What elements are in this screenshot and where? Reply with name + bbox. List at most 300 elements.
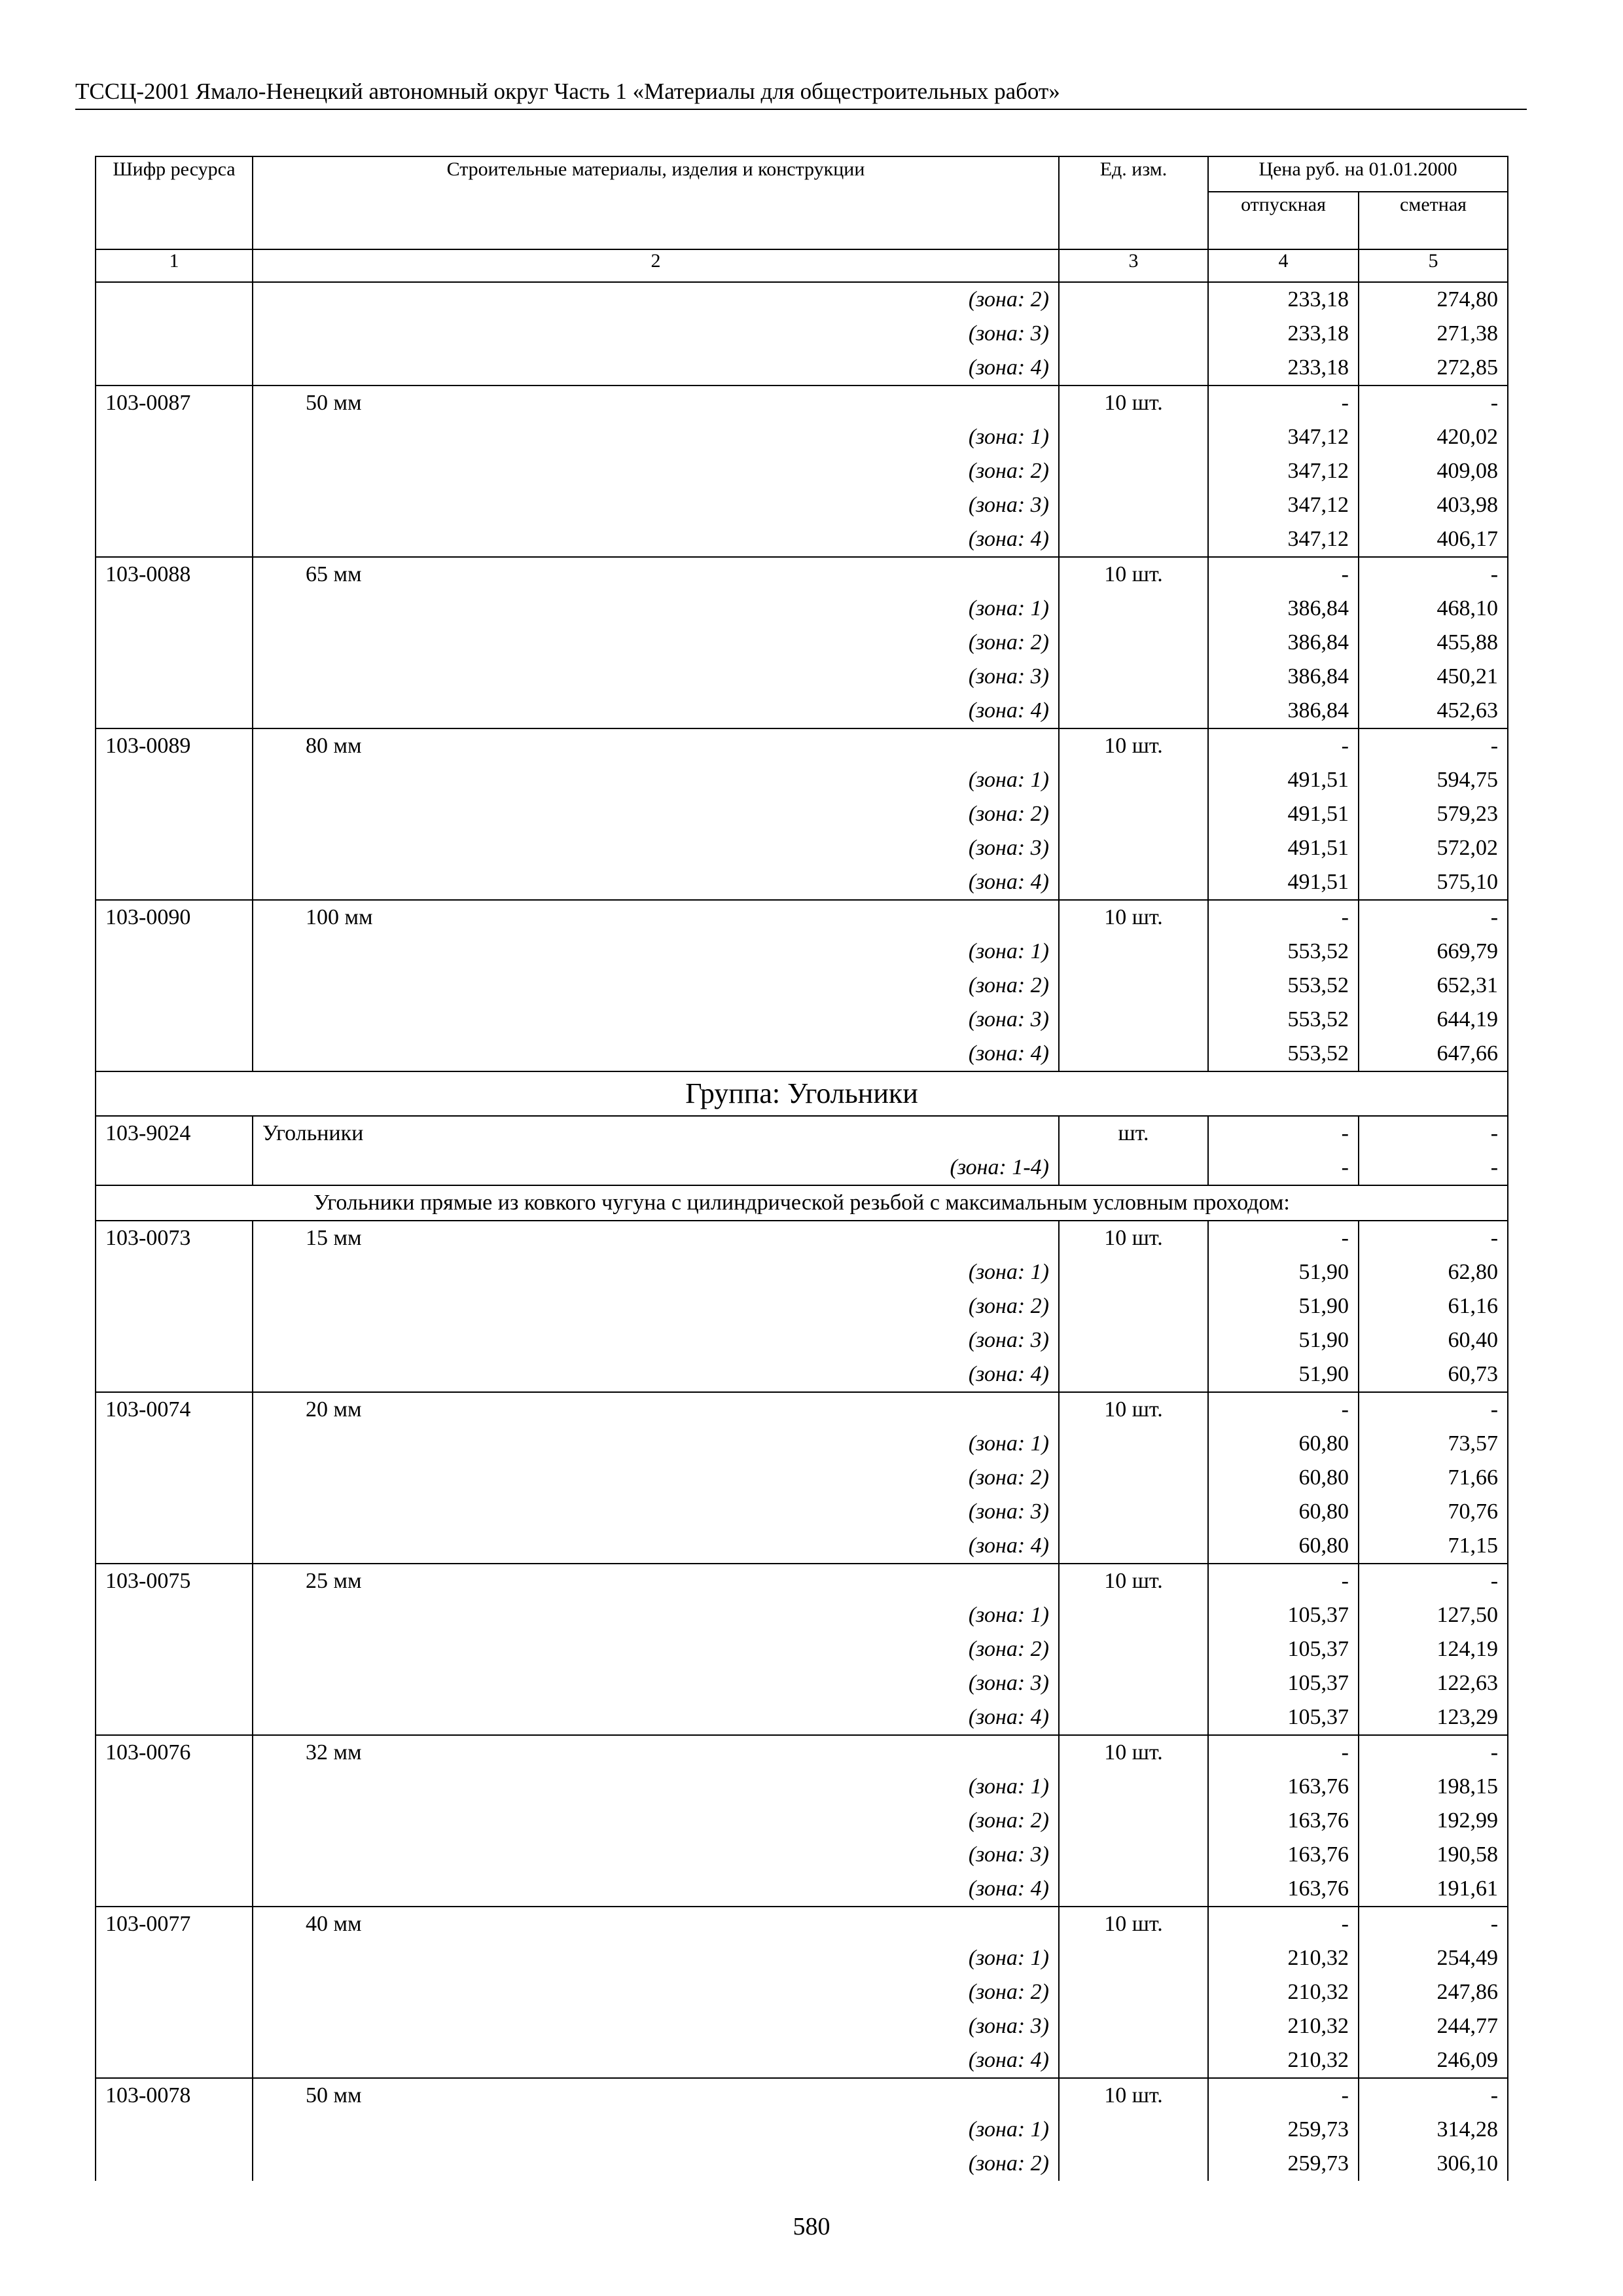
group-title: Группа: Угольники xyxy=(96,1071,1508,1116)
group-row xyxy=(96,1071,1508,1116)
estimate-price-cell: - xyxy=(1359,557,1508,592)
name-cell: 40 мм xyxy=(253,1907,1059,1941)
estimate-price-cell: 406,17 xyxy=(1359,522,1508,557)
zone-cell: (зона: 4) xyxy=(253,1037,1059,1071)
code-cell xyxy=(96,592,253,626)
estimate-price-cell: 192,99 xyxy=(1359,1804,1508,1838)
table-row xyxy=(96,2043,1508,2078)
unit-cell xyxy=(1059,454,1208,488)
table-row xyxy=(96,728,1508,763)
estimate-price-cell: 246,09 xyxy=(1359,2043,1508,2078)
table-row xyxy=(96,282,1508,317)
table-row xyxy=(96,865,1508,900)
table-body-section-b xyxy=(96,1221,1508,2181)
release-price-cell: 51,90 xyxy=(1208,1255,1359,1289)
release-price-cell: 60,80 xyxy=(1208,1495,1359,1529)
release-price-cell: - xyxy=(1208,1116,1359,1151)
code-cell xyxy=(96,1255,253,1289)
code-cell: 103-0090 xyxy=(96,900,253,935)
unit-cell xyxy=(1059,1037,1208,1071)
zone-cell: (зона: 2) xyxy=(253,1461,1059,1495)
unit-cell xyxy=(1059,1666,1208,1700)
price-table xyxy=(95,156,1508,2181)
estimate-price-cell: 190,58 xyxy=(1359,1838,1508,1872)
zone-cell: (зона: 2) xyxy=(253,797,1059,831)
unit-cell: 10 шт. xyxy=(1059,728,1208,763)
unit-cell xyxy=(1059,522,1208,557)
column-number: 1 xyxy=(96,249,253,282)
estimate-price-cell: 450,21 xyxy=(1359,660,1508,694)
zone-cell: (зона: 1) xyxy=(253,1427,1059,1461)
unit-cell: 10 шт. xyxy=(1059,1735,1208,1770)
code-cell xyxy=(96,1770,253,1804)
unit-cell xyxy=(1059,1838,1208,1872)
code-cell xyxy=(96,2043,253,2078)
estimate-price-cell: - xyxy=(1359,1116,1508,1151)
unit-cell: 10 шт. xyxy=(1059,1221,1208,1255)
unit-cell xyxy=(1059,1632,1208,1666)
release-price-cell: 163,76 xyxy=(1208,1872,1359,1907)
zone-cell: (зона: 3) xyxy=(253,2009,1059,2043)
unit-cell xyxy=(1059,1529,1208,1564)
unit-cell: 10 шт. xyxy=(1059,1564,1208,1598)
code-cell xyxy=(96,1323,253,1357)
unit-cell: 10 шт. xyxy=(1059,1907,1208,1941)
table-row xyxy=(96,1255,1508,1289)
release-price-cell: - xyxy=(1208,1735,1359,1770)
release-price-cell: 163,76 xyxy=(1208,1838,1359,1872)
unit-cell: 10 шт. xyxy=(1059,557,1208,592)
zone-cell: (зона: 1) xyxy=(253,592,1059,626)
column-number: 5 xyxy=(1359,249,1508,282)
table-row xyxy=(96,1461,1508,1495)
unit-cell xyxy=(1059,797,1208,831)
table-row xyxy=(96,763,1508,797)
estimate-price-cell: 122,63 xyxy=(1359,1666,1508,1700)
name-cell: 50 мм xyxy=(253,2078,1059,2113)
page-number: 580 xyxy=(793,2213,830,2240)
estimate-price-cell: 70,76 xyxy=(1359,1495,1508,1529)
table-row xyxy=(96,1323,1508,1357)
estimate-price-cell: 124,19 xyxy=(1359,1632,1508,1666)
code-cell xyxy=(96,797,253,831)
table-row xyxy=(96,660,1508,694)
estimate-price-cell: 198,15 xyxy=(1359,1770,1508,1804)
unit-cell xyxy=(1059,763,1208,797)
code-cell xyxy=(96,282,253,317)
unit-column-header: Ед. изм. xyxy=(1059,156,1208,249)
unit-cell xyxy=(1059,935,1208,969)
code-cell xyxy=(96,1151,253,1185)
table-row xyxy=(96,831,1508,865)
code-cell: 103-0077 xyxy=(96,1907,253,1941)
release-price-cell: 163,76 xyxy=(1208,1804,1359,1838)
unit-cell xyxy=(1059,660,1208,694)
zone-cell: (зона: 1) xyxy=(253,1770,1059,1804)
release-price-cell: 51,90 xyxy=(1208,1289,1359,1323)
code-cell: 103-0074 xyxy=(96,1392,253,1427)
zone-cell: (зона: 3) xyxy=(253,831,1059,865)
unit-cell xyxy=(1059,282,1208,317)
unit-cell xyxy=(1059,1975,1208,2009)
zone-cell: (зона: 3) xyxy=(253,317,1059,351)
release-price-cell: 233,18 xyxy=(1208,282,1359,317)
release-price-cell: - xyxy=(1208,1221,1359,1255)
zone-cell: (зона: 2) xyxy=(253,1975,1059,2009)
section-note: Угольники прямые из ковкого чугуна с цилиндрической резьбой с максимальным условным проходом: xyxy=(96,1185,1508,1221)
estimate-price-cell: 73,57 xyxy=(1359,1427,1508,1461)
code-cell: 103-0088 xyxy=(96,557,253,592)
release-price-cell: 553,52 xyxy=(1208,1003,1359,1037)
code-cell xyxy=(96,522,253,557)
zone-cell: (зона: 2) xyxy=(253,454,1059,488)
code-cell xyxy=(96,1427,253,1461)
estimate-price-cell: 247,86 xyxy=(1359,1975,1508,2009)
table-row xyxy=(96,557,1508,592)
code-cell: 103-0078 xyxy=(96,2078,253,2113)
note-section xyxy=(96,1185,1508,1221)
release-price-cell: 347,12 xyxy=(1208,488,1359,522)
table-row xyxy=(96,1770,1508,1804)
release-price-cell: 60,80 xyxy=(1208,1427,1359,1461)
release-price-cell: 347,12 xyxy=(1208,522,1359,557)
release-price-cell: 553,52 xyxy=(1208,1037,1359,1071)
zone-cell: (зона: 4) xyxy=(253,2043,1059,2078)
zone-cell: (зона: 4) xyxy=(253,351,1059,386)
zone-cell: (зона: 2) xyxy=(253,1289,1059,1323)
table-row xyxy=(96,1495,1508,1529)
estimate-price-cell: 314,28 xyxy=(1359,2113,1508,2147)
estimate-price-cell: 468,10 xyxy=(1359,592,1508,626)
zone-cell: (зона: 2) xyxy=(253,282,1059,317)
estimate-price-cell: - xyxy=(1359,728,1508,763)
table-row xyxy=(96,1700,1508,1735)
code-cell xyxy=(96,1700,253,1735)
table-row xyxy=(96,1564,1508,1598)
estimate-price-cell: 271,38 xyxy=(1359,317,1508,351)
code-cell xyxy=(96,420,253,454)
table-row xyxy=(96,1907,1508,1941)
table-row xyxy=(96,488,1508,522)
release-price-header: отпускная xyxy=(1208,192,1359,249)
table-row xyxy=(96,1804,1508,1838)
table-row xyxy=(96,1872,1508,1907)
table-row xyxy=(96,1735,1508,1770)
estimate-price-cell: 452,63 xyxy=(1359,694,1508,728)
unit-cell xyxy=(1059,1289,1208,1323)
table-row xyxy=(96,522,1508,557)
code-cell xyxy=(96,1666,253,1700)
release-price-cell: 347,12 xyxy=(1208,420,1359,454)
estimate-price-cell: - xyxy=(1359,2078,1508,2113)
unit-cell xyxy=(1059,1872,1208,1907)
table-row xyxy=(96,2113,1508,2147)
code-cell xyxy=(96,488,253,522)
code-cell xyxy=(96,1941,253,1975)
zone-cell: (зона: 1-4) xyxy=(253,1151,1059,1185)
unit-cell xyxy=(1059,2113,1208,2147)
estimate-price-cell: 403,98 xyxy=(1359,488,1508,522)
release-price-cell: - xyxy=(1208,1564,1359,1598)
unit-cell xyxy=(1059,488,1208,522)
release-price-cell: 553,52 xyxy=(1208,935,1359,969)
code-cell xyxy=(96,1289,253,1323)
zone-cell: (зона: 4) xyxy=(253,1357,1059,1392)
unit-cell xyxy=(1059,1003,1208,1037)
release-price-cell: - xyxy=(1208,728,1359,763)
release-price-cell: 491,51 xyxy=(1208,865,1359,900)
release-price-cell: 491,51 xyxy=(1208,763,1359,797)
unit-cell xyxy=(1059,317,1208,351)
release-price-cell: 105,37 xyxy=(1208,1632,1359,1666)
unit-cell xyxy=(1059,420,1208,454)
release-price-cell: - xyxy=(1208,1907,1359,1941)
zone-cell: (зона: 3) xyxy=(253,1666,1059,1700)
unit-cell xyxy=(1059,865,1208,900)
estimate-price-cell: 254,49 xyxy=(1359,1941,1508,1975)
estimate-price-cell: 575,10 xyxy=(1359,865,1508,900)
code-cell xyxy=(96,1838,253,1872)
release-price-cell: 163,76 xyxy=(1208,1770,1359,1804)
table-row xyxy=(96,592,1508,626)
release-price-cell: 386,84 xyxy=(1208,592,1359,626)
code-cell xyxy=(96,1872,253,1907)
table-row xyxy=(96,1289,1508,1323)
code-cell xyxy=(96,2009,253,2043)
estimate-price-cell: 644,19 xyxy=(1359,1003,1508,1037)
code-cell xyxy=(96,351,253,386)
release-price-cell: 386,84 xyxy=(1208,694,1359,728)
table-row xyxy=(96,1357,1508,1392)
release-price-cell: 233,18 xyxy=(1208,351,1359,386)
release-price-cell: - xyxy=(1208,1151,1359,1185)
note-row xyxy=(96,1185,1508,1221)
code-cell xyxy=(96,831,253,865)
estimate-price-cell: 647,66 xyxy=(1359,1037,1508,1071)
group-item-section xyxy=(96,1116,1508,1185)
unit-cell xyxy=(1059,1461,1208,1495)
release-price-cell: 105,37 xyxy=(1208,1598,1359,1632)
table-row xyxy=(96,1003,1508,1037)
estimate-price-header: сметная xyxy=(1359,192,1508,249)
code-cell xyxy=(96,1357,253,1392)
code-cell xyxy=(96,2147,253,2181)
table-row xyxy=(96,969,1508,1003)
unit-cell xyxy=(1059,2009,1208,2043)
name-cell: 25 мм xyxy=(253,1564,1059,1598)
release-price-cell: 105,37 xyxy=(1208,1666,1359,1700)
unit-cell xyxy=(1059,1700,1208,1735)
unit-cell: 10 шт. xyxy=(1059,386,1208,420)
zone-cell: (зона: 3) xyxy=(253,1003,1059,1037)
code-cell xyxy=(96,1495,253,1529)
release-price-cell: 491,51 xyxy=(1208,797,1359,831)
release-price-cell: - xyxy=(1208,557,1359,592)
release-price-cell: 210,32 xyxy=(1208,2009,1359,2043)
unit-cell xyxy=(1059,1323,1208,1357)
release-price-cell: 491,51 xyxy=(1208,831,1359,865)
release-price-cell: 386,84 xyxy=(1208,626,1359,660)
table-row xyxy=(96,317,1508,351)
name-cell: 80 мм xyxy=(253,728,1059,763)
code-cell xyxy=(96,626,253,660)
estimate-price-cell: 191,61 xyxy=(1359,1872,1508,1907)
zone-cell: (зона: 1) xyxy=(253,1598,1059,1632)
unit-cell xyxy=(1059,1804,1208,1838)
table-row xyxy=(96,1941,1508,1975)
code-cell: 103-0073 xyxy=(96,1221,253,1255)
price-column-header: Цена руб. на 01.01.2000 xyxy=(1208,156,1508,192)
zone-cell: (зона: 2) xyxy=(253,1804,1059,1838)
zone-cell: (зона: 1) xyxy=(253,1255,1059,1289)
table-row xyxy=(96,1392,1508,1427)
release-price-cell: 233,18 xyxy=(1208,317,1359,351)
release-price-cell: 60,80 xyxy=(1208,1461,1359,1495)
estimate-price-cell: 60,40 xyxy=(1359,1323,1508,1357)
zone-cell: (зона: 4) xyxy=(253,694,1059,728)
zone-cell: (зона: 1) xyxy=(253,935,1059,969)
unit-cell: шт. xyxy=(1059,1116,1208,1151)
estimate-price-cell: 409,08 xyxy=(1359,454,1508,488)
table-row xyxy=(96,351,1508,386)
table-row xyxy=(96,797,1508,831)
code-cell xyxy=(96,2113,253,2147)
release-price-cell: 347,12 xyxy=(1208,454,1359,488)
estimate-price-cell: 572,02 xyxy=(1359,831,1508,865)
table-row xyxy=(96,935,1508,969)
table-row xyxy=(96,2147,1508,2181)
code-cell xyxy=(96,1461,253,1495)
table-row xyxy=(96,1975,1508,2009)
zone-cell: (зона: 4) xyxy=(253,522,1059,557)
estimate-price-cell: - xyxy=(1359,1392,1508,1427)
estimate-price-cell: 579,23 xyxy=(1359,797,1508,831)
zone-cell: (зона: 1) xyxy=(253,1941,1059,1975)
release-price-cell: 259,73 xyxy=(1208,2147,1359,2181)
estimate-price-cell: - xyxy=(1359,1151,1508,1185)
unit-cell xyxy=(1059,592,1208,626)
table-row xyxy=(96,420,1508,454)
code-cell xyxy=(96,1598,253,1632)
zone-cell: (зона: 2) xyxy=(253,969,1059,1003)
estimate-price-cell: 244,77 xyxy=(1359,2009,1508,2043)
table-row xyxy=(96,2009,1508,2043)
unit-cell: 10 шт. xyxy=(1059,2078,1208,2113)
release-price-cell: 210,32 xyxy=(1208,1975,1359,2009)
table-row xyxy=(96,386,1508,420)
table-row xyxy=(96,2078,1508,2113)
code-cell xyxy=(96,1529,253,1564)
estimate-price-cell: - xyxy=(1359,386,1508,420)
zone-cell: (зона: 3) xyxy=(253,660,1059,694)
table-row xyxy=(96,1037,1508,1071)
zone-cell: (зона: 3) xyxy=(253,1838,1059,1872)
zone-cell: (зона: 4) xyxy=(253,1529,1059,1564)
unit-cell xyxy=(1059,969,1208,1003)
zone-cell: (зона: 1) xyxy=(253,2113,1059,2147)
zone-cell: (зона: 2) xyxy=(253,1632,1059,1666)
code-cell xyxy=(96,969,253,1003)
name-cell: 32 мм xyxy=(253,1735,1059,1770)
code-cell xyxy=(96,317,253,351)
code-cell xyxy=(96,1003,253,1037)
table-row xyxy=(96,1838,1508,1872)
release-price-cell: 210,32 xyxy=(1208,1941,1359,1975)
estimate-price-cell: 306,10 xyxy=(1359,2147,1508,2181)
unit-cell xyxy=(1059,1770,1208,1804)
code-cell: 103-0076 xyxy=(96,1735,253,1770)
release-price-cell: 259,73 xyxy=(1208,2113,1359,2147)
release-price-cell: - xyxy=(1208,1392,1359,1427)
estimate-price-cell: - xyxy=(1359,1221,1508,1255)
column-number: 3 xyxy=(1059,249,1208,282)
name-cell: 65 мм xyxy=(253,557,1059,592)
code-cell xyxy=(96,694,253,728)
unit-cell xyxy=(1059,831,1208,865)
code-cell xyxy=(96,1037,253,1071)
document-header: ТССЦ-2001 Ямало-Ненецкий автономный округ Часть 1 «Материалы для общестроительных работ» xyxy=(75,77,1527,110)
release-price-cell: 210,32 xyxy=(1208,2043,1359,2078)
release-price-cell: 386,84 xyxy=(1208,660,1359,694)
estimate-price-cell: 420,02 xyxy=(1359,420,1508,454)
zone-cell: (зона: 4) xyxy=(253,1700,1059,1735)
estimate-price-cell: 455,88 xyxy=(1359,626,1508,660)
zone-cell: (зона: 3) xyxy=(253,1323,1059,1357)
unit-cell xyxy=(1059,2043,1208,2078)
estimate-price-cell: 127,50 xyxy=(1359,1598,1508,1632)
estimate-price-cell: 62,80 xyxy=(1359,1255,1508,1289)
code-cell: 103-0089 xyxy=(96,728,253,763)
release-price-cell: 553,52 xyxy=(1208,969,1359,1003)
estimate-price-cell: 594,75 xyxy=(1359,763,1508,797)
table-row xyxy=(96,626,1508,660)
code-cell: 103-0075 xyxy=(96,1564,253,1598)
table-row xyxy=(96,1116,1508,1151)
unit-cell xyxy=(1059,1357,1208,1392)
table-body-section-a xyxy=(96,282,1508,1071)
name-column-header: Строительные материалы, изделия и конструкции xyxy=(253,156,1059,249)
zone-cell: (зона: 1) xyxy=(253,420,1059,454)
code-cell xyxy=(96,1975,253,2009)
unit-cell xyxy=(1059,351,1208,386)
estimate-price-cell: 652,31 xyxy=(1359,969,1508,1003)
table-row xyxy=(96,1632,1508,1666)
table-row xyxy=(96,1666,1508,1700)
unit-cell xyxy=(1059,1598,1208,1632)
release-price-cell: 51,90 xyxy=(1208,1323,1359,1357)
estimate-price-cell: - xyxy=(1359,900,1508,935)
code-column-header: Шифр ресурса xyxy=(96,156,253,249)
unit-cell: 10 шт. xyxy=(1059,900,1208,935)
unit-cell xyxy=(1059,1941,1208,1975)
code-cell xyxy=(96,1632,253,1666)
zone-cell: (зона: 4) xyxy=(253,1872,1059,1907)
release-price-cell: - xyxy=(1208,2078,1359,2113)
name-cell: 50 мм xyxy=(253,386,1059,420)
release-price-cell: - xyxy=(1208,386,1359,420)
table-row xyxy=(96,1529,1508,1564)
name-cell: 20 мм xyxy=(253,1392,1059,1427)
name-cell: Угольники xyxy=(253,1116,1059,1151)
estimate-price-cell: 71,66 xyxy=(1359,1461,1508,1495)
group-section xyxy=(96,1071,1508,1116)
estimate-price-cell: 272,85 xyxy=(1359,351,1508,386)
unit-cell xyxy=(1059,1255,1208,1289)
estimate-price-cell: 123,29 xyxy=(1359,1700,1508,1735)
table-row xyxy=(96,900,1508,935)
release-price-cell: 105,37 xyxy=(1208,1700,1359,1735)
code-cell xyxy=(96,660,253,694)
